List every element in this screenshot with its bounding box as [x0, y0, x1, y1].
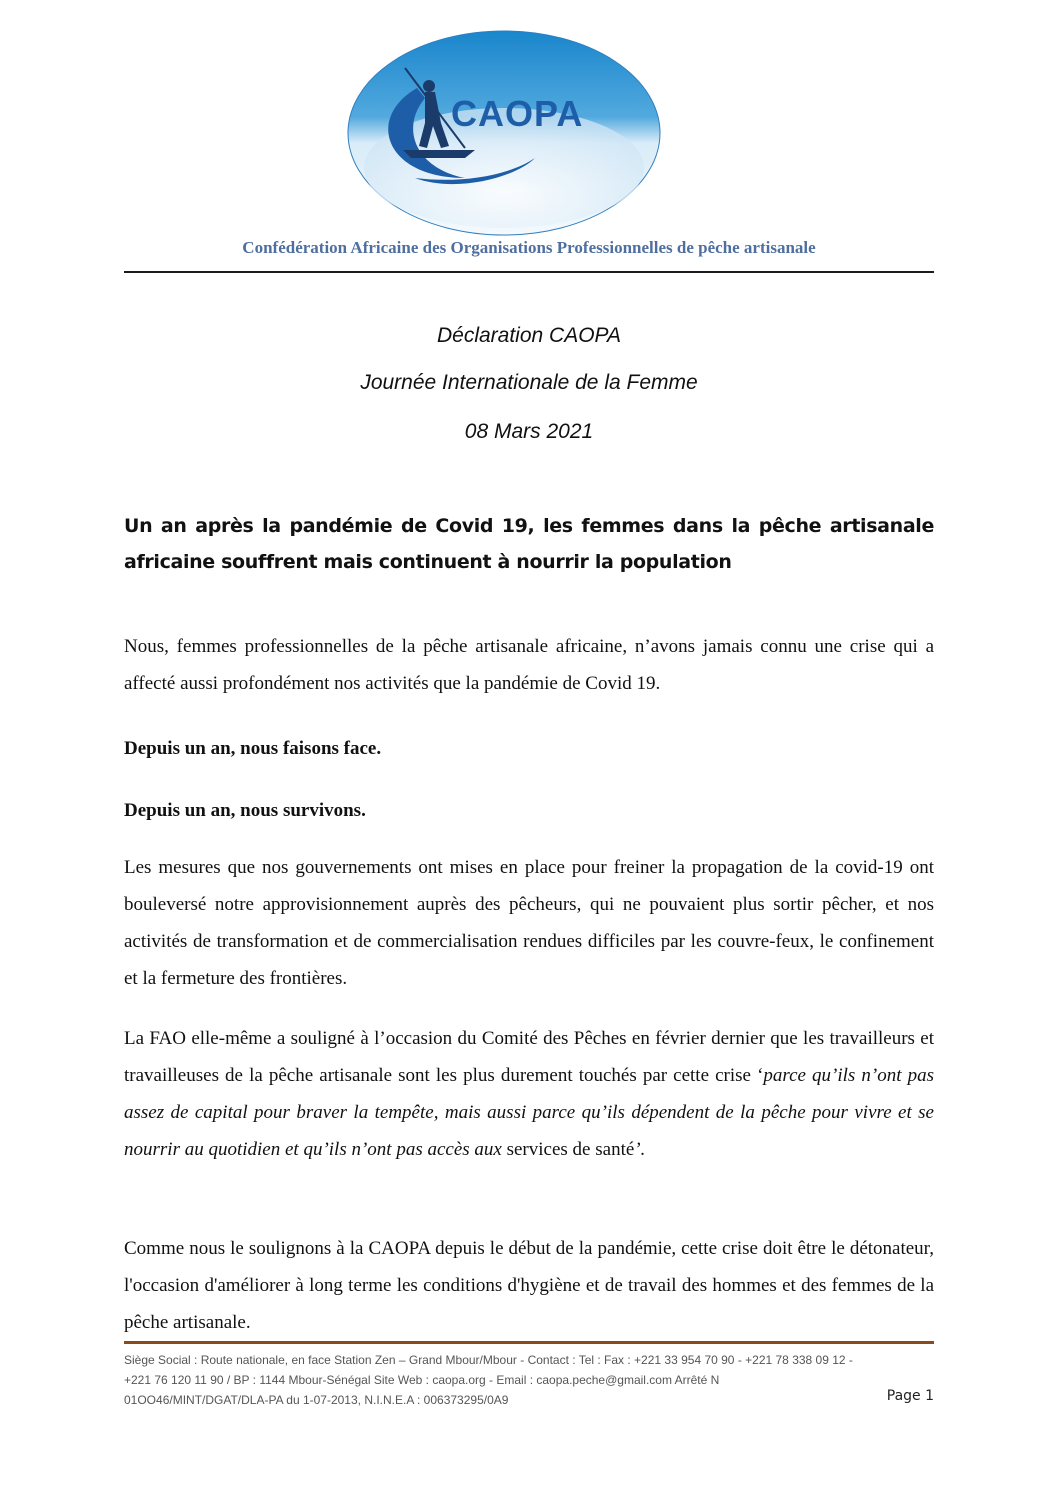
declaration-date: 08 Mars 2021 [464, 420, 594, 443]
declaration-event: Journée Internationale de la Femme [360, 371, 698, 394]
caopa-logo [345, 28, 663, 238]
footer-divider [124, 1341, 934, 1344]
page-number: Page 1 [886, 1388, 934, 1404]
fao-quote: parce qu’ils n’ont pas assez de capital pour braver la tempête, mais aussi parce qu’ils dépendent de la pêche pour vivre et se nourrir au quotidien et qu’ils n’ont pas accès aux [124, 1065, 935, 1160]
headline: Un an après la pandémie de Covid 19, les femmes dans la pêche artisanale africaine souffrent mais continuent à nourrir la population [124, 515, 934, 573]
footer-line-2: +221 76 120 11 90 / BP : 1144 Mbour-Sénégal Site Web : caopa.org - Email : caopa.peche@gmail.com Arrêté N [124, 1373, 720, 1387]
paragraph-5-tail: services de santé [501, 1139, 635, 1160]
logo-wordmark: CAOPA [451, 93, 584, 134]
paragraph-3: Depuis un an, nous survivons. [124, 800, 366, 821]
footer-line-3: 01OO46/MINT/DGAT/DLA-PA du 1-07-2013, N.I.N.E.A : 006373295/0A9 [124, 1393, 509, 1407]
paragraph-1: Nous, femmes professionnelles de la pêche artisanale africaine, n’avons jamais connu une crise qui a affecté aussi profondément nos activités que la pandémie de Covid 19. [124, 636, 934, 694]
paragraph-5-intro: La FAO elle-même a souligné à l’occasion du Comité des Pêches en février dernier que les travailleurs et travailleuses de la pêche artisanale sont les plus durement touchés par cette crise ‘ [124, 1028, 934, 1086]
footer-line-1: Siège Social : Route nationale, en face Station Zen – Grand Mbour/Mbour - Contact : Tel : Fax : +221 33 954 70 90 - +221 78 338 09 12 - [124, 1353, 853, 1367]
paragraph-2: Depuis un an, nous faisons face. [124, 738, 382, 759]
quote-close: ’. [634, 1139, 646, 1160]
footer-contact [124, 1350, 884, 1410]
header-divider [124, 271, 934, 273]
paragraph-5 [124, 1020, 934, 1168]
paragraph-4: Les mesures que nos gouvernements ont mises en place pour freiner la propagation de la covid-19 ont bouleversé notre approvisionnement auprès des pêcheurs, qui ne pouvaient plus sortir pêcher, et nos activités de transformation et de commercialisation rendues difficiles par les couvre-feux, le confinement et la fermeture des frontières. [124, 857, 934, 989]
declaration-title: Déclaration CAOPA [436, 324, 622, 347]
organization-name: Confédération Africaine des Organisations Professionnelles de pêche artisanale [242, 238, 816, 257]
paragraph-6: Comme nous le soulignons à la CAOPA depuis le début de la pandémie, cette crise doit être le détonateur, l'occasion d'améliorer à long terme les conditions d'hygiène et de travail des hommes et des femmes de la pêche artisanale. [124, 1238, 934, 1333]
